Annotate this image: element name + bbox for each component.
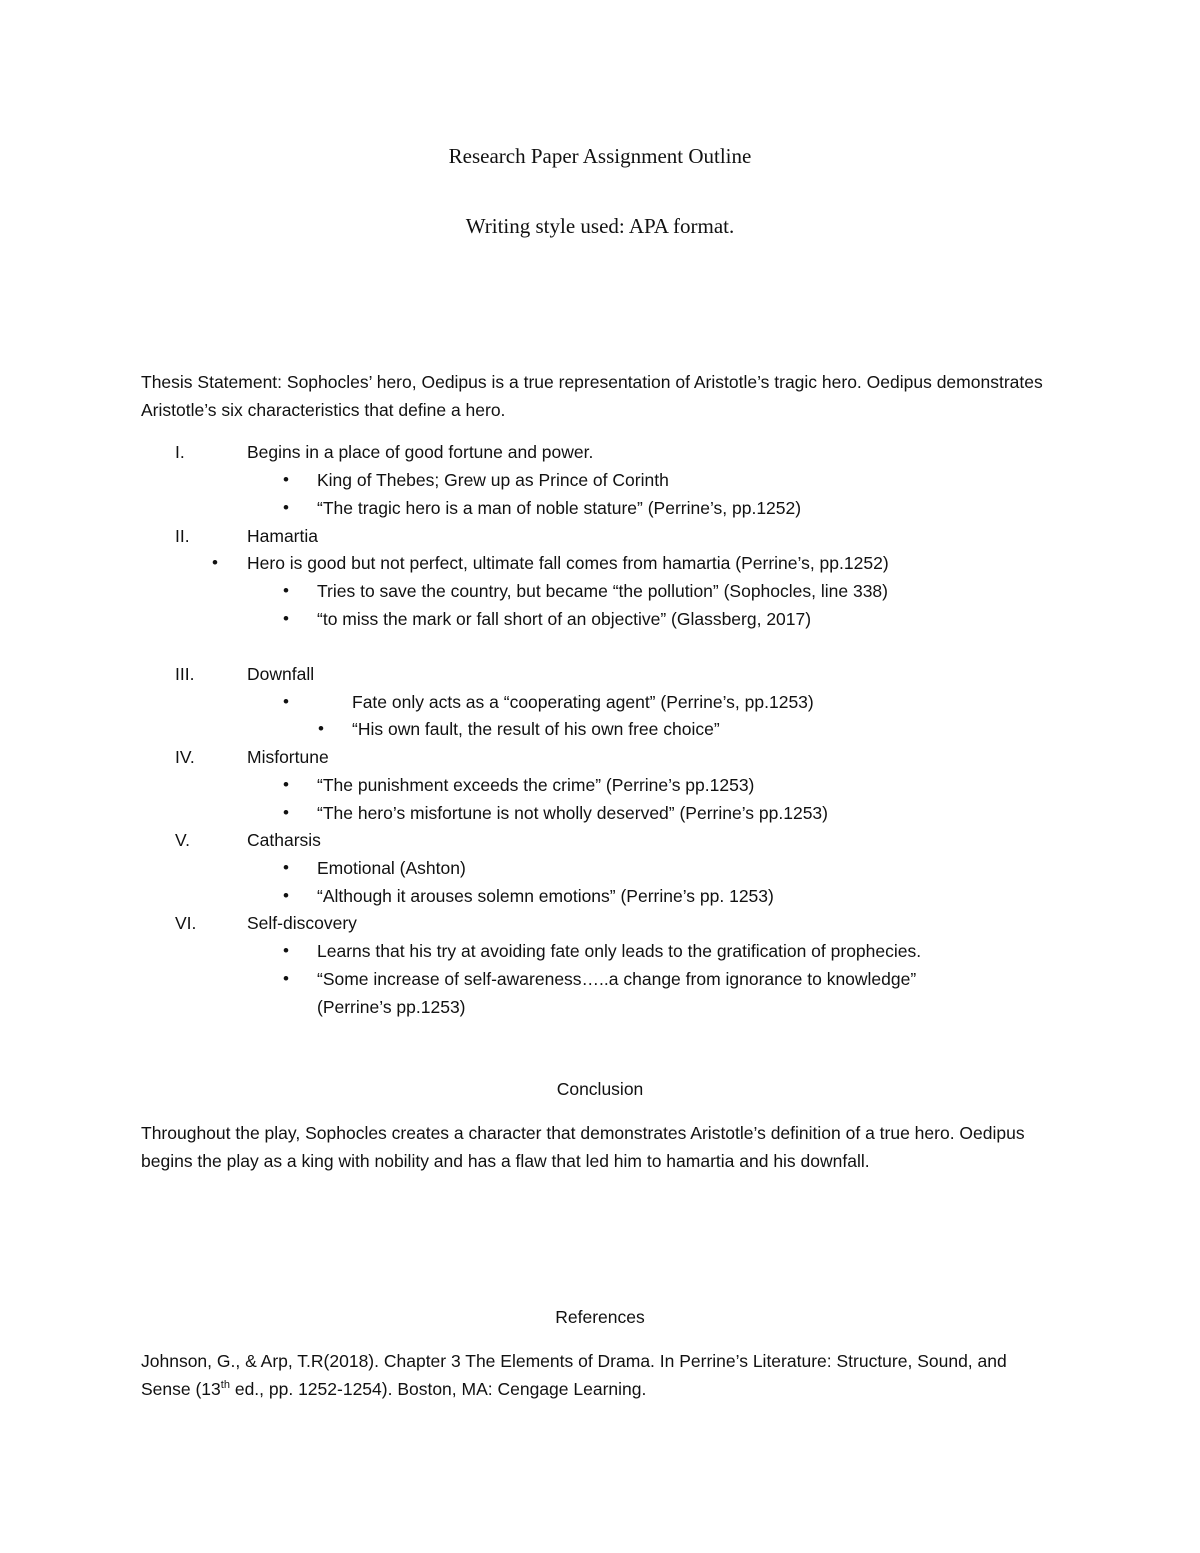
- outline-item-2-1: Tries to save the country, but became “the pollution” (Sophocles, line 338): [317, 581, 888, 601]
- outline-item-1-2: “The tragic hero is a man of noble stature” (Perrine’s, pp.1252): [317, 498, 802, 518]
- bullet-icon: •: [283, 609, 289, 628]
- bullet-icon: •: [283, 470, 289, 489]
- outline-numeral-6: VI.: [175, 913, 197, 933]
- bullet-icon: •: [283, 858, 289, 877]
- outline-numeral-2: II.: [175, 526, 190, 546]
- outline-item-6-2-cont: (Perrine’s pp.1253): [317, 997, 466, 1017]
- outline-item-2-2: “to miss the mark or fall short of an objective” (Glassberg, 2017): [317, 609, 812, 629]
- conclusion-text: Throughout the play, Sophocles creates a character that demonstrates Aristotle’s definition of a true hero. Oedipus begins the play as a king with nobility and has a flaw that led him to hamartia and his downfall.: [141, 1123, 1025, 1171]
- bullet-icon: •: [318, 719, 324, 738]
- outline-item-5-1: Emotional (Ashton): [317, 858, 466, 878]
- outline-subitem-2: Hero is good but not perfect, ultimate fall comes from hamartia (Perrine’s, pp.1252): [247, 553, 889, 573]
- conclusion-heading: Conclusion: [556, 1079, 644, 1099]
- reference-superscript: th: [220, 1379, 230, 1392]
- reference-entry: [141, 1347, 1041, 1403]
- outline-numeral-1: I.: [175, 442, 185, 462]
- thesis-statement: Thesis Statement: Sophocles’ hero, Oedipus is a true representation of Aristotle’s tragic hero. Oedipus demonstrates Aristotle’s six characteristics that define a hero.: [141, 372, 1043, 420]
- outline-numeral-4: IV.: [175, 747, 195, 767]
- outline-heading-2: Hamartia: [247, 526, 318, 546]
- reference-text-part2: ed., pp. 1252-1254). Boston, MA: Cengage Learning.: [229, 1379, 647, 1399]
- page-title: Research Paper Assignment Outline: [448, 144, 752, 168]
- outline-item-6-2: “Some increase of self-awareness…..a change from ignorance to knowledge”: [317, 969, 917, 989]
- outline-item-1-1: King of Thebes; Grew up as Prince of Corinth: [317, 470, 669, 490]
- bullet-icon: •: [283, 498, 289, 517]
- bullet-icon: •: [283, 886, 289, 905]
- bullet-icon: •: [283, 803, 289, 822]
- reference-text-part1: Johnson, G., & Arp, T.R(2018). Chapter 3 The Elements of Drama. In Perrine’s Literature: Structure, Sound, and Sense (13: [141, 1351, 1007, 1399]
- outline-heading-3: Downfall: [247, 664, 315, 684]
- outline-numeral-5: V.: [175, 830, 190, 850]
- bullet-icon: •: [283, 775, 289, 794]
- writing-style-line: Writing style used: APA format.: [465, 214, 735, 238]
- outline-item-3-1: Fate only acts as a “cooperating agent” (Perrine’s, pp.1253): [352, 692, 814, 712]
- outline-numeral-3: III.: [175, 664, 195, 684]
- outline-item-3-2: “His own fault, the result of his own free choice”: [352, 719, 720, 739]
- bullet-icon: •: [283, 969, 289, 988]
- outline-heading-4: Misfortune: [247, 747, 329, 767]
- bullet-icon: •: [283, 941, 289, 960]
- bullet-icon: •: [283, 581, 289, 600]
- references-heading: References: [555, 1307, 645, 1327]
- outline-heading-5: Catharsis: [247, 830, 321, 850]
- outline-item-4-1: “The punishment exceeds the crime” (Perrine’s pp.1253): [317, 775, 755, 795]
- outline-heading-1: Begins in a place of good fortune and power.: [247, 442, 594, 462]
- outline-item-4-2: “The hero’s misfortune is not wholly deserved” (Perrine’s pp.1253): [317, 803, 828, 823]
- bullet-icon: •: [283, 692, 289, 711]
- bullet-icon: •: [212, 553, 218, 572]
- outline-item-5-2: “Although it arouses solemn emotions” (Perrine’s pp. 1253): [317, 886, 774, 906]
- outline-heading-6: Self-discovery: [247, 913, 357, 933]
- outline-item-6-1: Learns that his try at avoiding fate only leads to the gratification of prophecies.: [317, 941, 922, 961]
